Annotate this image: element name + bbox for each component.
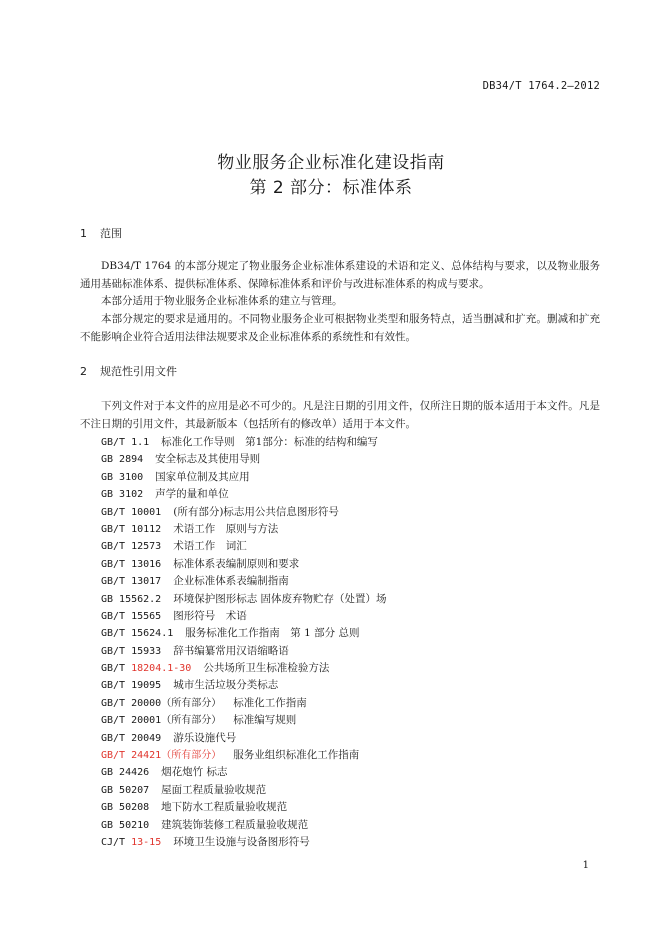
- reference-title: 标准体系表编制原则和要求: [173, 557, 300, 570]
- reference-item: [101, 677, 387, 694]
- paragraph: 本部分规定的要求是通用的。不同物业服务企业可根据物业类型和服务特点，适当删减和扩充。删减和扩充不能影响企业符合适用法律法规要求及企业标准体系的系统性和有效性。: [80, 313, 600, 343]
- reference-code: GB/T 10001: [101, 506, 162, 518]
- reference-code: GB 15562.2: [101, 593, 162, 605]
- reference-title: 环境保护图形标志 固体废弃物贮存（处置）场: [173, 592, 387, 605]
- section-number: 1: [80, 227, 87, 240]
- reference-item: [101, 799, 387, 816]
- reference-code: GB/T 10112: [101, 523, 162, 535]
- reference-title: 术语工作 词汇: [173, 540, 247, 553]
- section-1-heading: [80, 225, 122, 241]
- reference-title: 安全标志及其使用导则: [155, 453, 261, 466]
- reference-item: [101, 747, 387, 764]
- reference-title: 服务标准化工作指南 第 1 部分 总则: [185, 627, 360, 640]
- reference-title: 服务业组织标准化工作指南: [233, 749, 360, 762]
- reference-title: 术语工作 原则与方法: [173, 522, 279, 535]
- reference-item: [101, 591, 387, 608]
- reference-code: GB 50207: [101, 784, 150, 796]
- reference-code-highlight: GB/T 24421（所有部分）: [101, 750, 222, 762]
- reference-item: [101, 608, 387, 625]
- reference-item: [101, 573, 387, 590]
- reference-title: 地下防水工程质量验收规范: [161, 801, 288, 814]
- reference-title: 烟花炮竹 标志: [161, 766, 228, 779]
- reference-code: GB 3102: [101, 489, 144, 501]
- reference-item: [101, 643, 387, 660]
- reference-code: GB/T 13017: [101, 576, 162, 588]
- reference-item: [101, 660, 387, 677]
- reference-code: GB/T 20049: [101, 732, 162, 744]
- reference-item: [101, 695, 387, 712]
- reference-code: GB 50208: [101, 802, 150, 814]
- reference-title: 声学的量和单位: [155, 488, 229, 501]
- reference-item: [101, 625, 387, 642]
- reference-code: GB 24426: [101, 767, 150, 779]
- section-title: 规范性引用文件: [100, 365, 177, 378]
- reference-code: GB/T 1.1: [101, 437, 150, 448]
- reference-item: [101, 521, 387, 538]
- reference-item: [101, 486, 387, 503]
- reference-title: 游乐设施代号: [173, 731, 237, 744]
- reference-code: GB/T 15565: [101, 610, 162, 622]
- paragraph: 本部分适用于物业服务企业标准体系的建立与管理。: [101, 295, 343, 307]
- reference-code: GB/T 15624.1: [101, 628, 174, 640]
- standard-code: DB34/T 1764.2—2012: [482, 80, 600, 92]
- section-title: 范围: [100, 227, 122, 240]
- reference-item: [101, 817, 387, 834]
- section-number: 2: [80, 365, 87, 378]
- reference-title: 公共场所卫生标准检验方法: [203, 662, 330, 675]
- reference-code: GB 50210: [101, 819, 150, 831]
- reference-code: GB/T 12573: [101, 541, 162, 553]
- reference-item: [101, 556, 387, 573]
- paragraph: DB34/T 1764 的本部分规定了物业服务企业标准体系建设的术语和定义、总体结构与要求，以及物业服务通用基础标准体系、提供标准体系、保障标准体系和评价与改进标准体系的构成与要求。: [80, 260, 600, 290]
- reference-title: 企业标准体系表编制指南: [173, 575, 289, 588]
- reference-title: 图形符号 术语: [173, 609, 247, 622]
- reference-code: CJ/T: [101, 836, 132, 848]
- reference-code: GB/T 20000（所有部分）: [101, 697, 222, 709]
- reference-item: [101, 538, 387, 555]
- reference-title: 辞书编纂常用汉语缩略语: [173, 644, 289, 657]
- reference-code-highlight: 18204.1-30: [131, 663, 192, 675]
- reference-list: [101, 434, 387, 851]
- reference-code: GB 3100: [101, 471, 144, 483]
- reference-code: GB/T 13016: [101, 558, 162, 570]
- reference-title: (所有部分)标志用公共信息图形符号: [173, 505, 339, 518]
- reference-item: [101, 451, 387, 468]
- reference-item: [101, 469, 387, 486]
- reference-code: GB/T 15933: [101, 645, 162, 657]
- reference-item: [101, 764, 387, 781]
- reference-item: [101, 782, 387, 799]
- reference-title: 城市生活垃圾分类标志: [173, 679, 279, 692]
- document-title: 物业服务企业标准化建设指南: [217, 153, 445, 173]
- reference-title: 环境卫生设施与设备图形符号: [173, 835, 310, 848]
- reference-title: 屋面工程质量验收规范: [161, 783, 267, 796]
- reference-code: GB 2894: [101, 454, 144, 466]
- reference-title: 建筑装饰装修工程质量验收规范: [161, 818, 309, 831]
- reference-title: 标准化工作指南: [233, 696, 307, 709]
- reference-item: [101, 434, 387, 451]
- reference-item: [101, 730, 387, 747]
- page-number: 1: [582, 860, 589, 871]
- reference-title: 标准编写规则: [233, 714, 297, 727]
- reference-code: GB/T 19095: [101, 680, 162, 692]
- reference-code: GB/T 20001（所有部分）: [101, 715, 222, 727]
- reference-item: [101, 504, 387, 521]
- reference-item: [101, 834, 387, 851]
- reference-code-highlight: 13-15: [131, 836, 162, 848]
- section-2-heading: [80, 363, 177, 379]
- paragraph: 下列文件对于本文件的应用是必不可少的。凡是注日期的引用文件，仅所注日期的版本适用于本文件。凡是不注日期的引用文件，其最新版本（包括所有的修改单）适用于本文件。: [80, 400, 600, 430]
- reference-code: GB/T: [101, 663, 132, 675]
- reference-title: 国家单位制及其应用: [155, 470, 250, 483]
- reference-title: 标准化工作导则 第1部分：标准的结构和编写: [161, 436, 378, 448]
- document-subtitle: 第 2 部分：标准体系: [249, 178, 413, 198]
- reference-item: [101, 712, 387, 729]
